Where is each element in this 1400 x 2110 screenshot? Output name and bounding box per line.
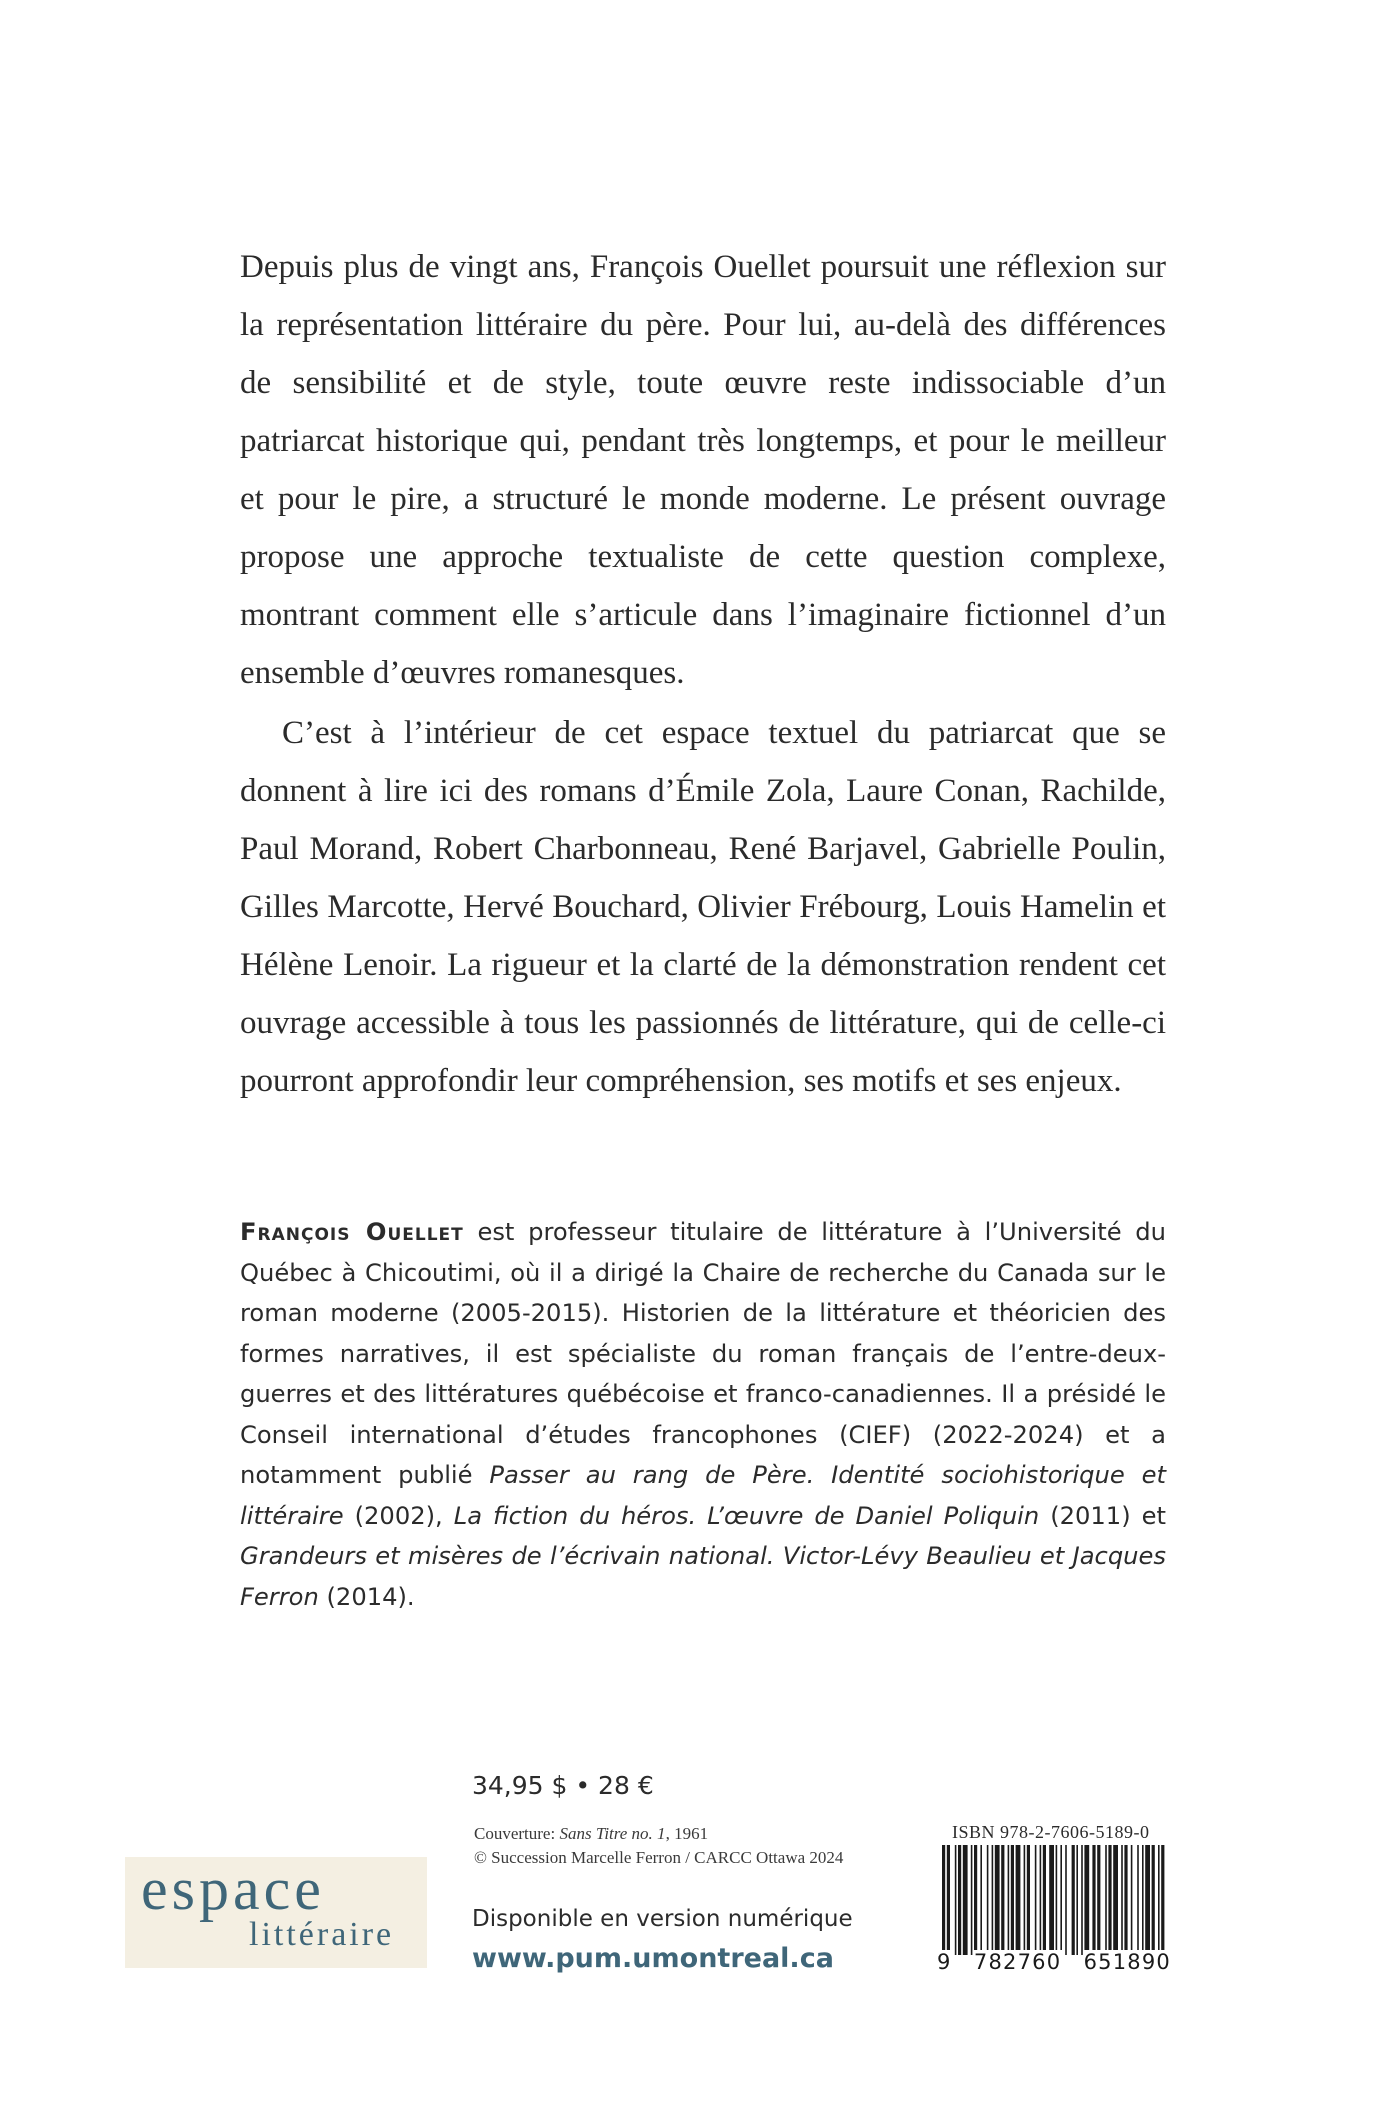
barcode-bar bbox=[1131, 1845, 1133, 1955]
barcode-bar bbox=[1137, 1845, 1139, 1955]
barcode-bar bbox=[1076, 1845, 1078, 1955]
barcode-bar bbox=[1084, 1845, 1089, 1955]
cover-credit bbox=[474, 1822, 843, 1870]
barcode-bar bbox=[1152, 1845, 1155, 1955]
logo-word-espace: espace bbox=[141, 1856, 325, 1922]
barcode-bar bbox=[1035, 1845, 1037, 1955]
barcode-bar bbox=[992, 1845, 994, 1955]
barcode-bar bbox=[1049, 1845, 1054, 1955]
barcode-bar bbox=[1145, 1845, 1150, 1955]
barcode-digit-lead: 9 bbox=[937, 1950, 952, 1974]
barcode-bar bbox=[1121, 1845, 1123, 1955]
blurb-paragraph-1: Depuis plus de vingt ans, François Ouellet poursuit une réflexion sur la représentation littéraire du père. Pour lui, au-delà des différences de sensibilité et de style, toute œuvre reste indissociable d’un patriarcat historique qui, pendant très longtemps, et pour le meilleur et pour le pire, a structuré le monde moderne. Le présent ouvrage propose une approche textualiste de cette question complexe, montrant comment elle s’articule dans l’imaginaire fictionnel d’un ensemble d’œuvres romanesques. bbox=[240, 249, 1166, 691]
digital-availability: Disponible en version numérique bbox=[472, 1906, 853, 1932]
cover-copyright: © Succession Marcelle Ferron / CARCC Ottawa 2024 bbox=[474, 1848, 844, 1867]
barcode-bar bbox=[974, 1845, 977, 1955]
barcode-bar bbox=[1081, 1845, 1083, 1955]
barcode-digits-left: 782760 bbox=[973, 1950, 1062, 1974]
publisher-website-link[interactable]: www.pum.umontreal.ca bbox=[472, 1943, 834, 1974]
bio-book-1: Passer au rang de Père. Identité sociohistorique et littéraire bbox=[240, 1461, 1166, 1530]
barcode-bar bbox=[955, 1845, 957, 1955]
barcode-bar bbox=[1097, 1845, 1100, 1955]
barcode-bar bbox=[1016, 1845, 1021, 1955]
barcode-bar bbox=[1105, 1845, 1107, 1955]
barcode-bar bbox=[995, 1845, 1000, 1955]
barcode-bar bbox=[971, 1845, 973, 1955]
cover-artwork-year: , 1961 bbox=[665, 1824, 709, 1843]
logo-word-litteraire: littéraire bbox=[249, 1916, 395, 1953]
barcode-bar bbox=[1124, 1845, 1127, 1955]
barcode-bar bbox=[1108, 1845, 1111, 1955]
book-blurb bbox=[240, 238, 1166, 1110]
isbn: ISBN 978-2-7606-5189-0 bbox=[952, 1822, 1150, 1842]
barcode-bar bbox=[1158, 1845, 1160, 1955]
barcode-bar bbox=[1142, 1845, 1144, 1955]
barcode-bar bbox=[1001, 1845, 1004, 1955]
blurb-paragraph-2: C’est à l’intérieur de cet espace textuel du patriarcat que se donnent à lire ici des romans d’Émile Zola, Laure Conan, Rachilde, Paul Morand, Robert Charbonneau, René Barjavel, Gabrielle Poulin, Gilles Marcotte, Hervé Bouchard, Olivier Frébourg, Louis Hamelin et Hélène Lenoir. La rigueur et la clarté de la démonstration rendent cet ouvrage accessible à tous les passionnés de littérature, qui de celle-ci pourront approfondir leur compréhension, ses motifs et ses enjeux. bbox=[240, 715, 1166, 1099]
barcode-bar bbox=[1060, 1845, 1062, 1955]
barcode-bar bbox=[1011, 1845, 1014, 1955]
price: 34,95 $ • 28 € bbox=[472, 1771, 654, 1800]
bio-text-3: (2011) et bbox=[1039, 1501, 1166, 1530]
bio-text-2: (2002), bbox=[343, 1501, 454, 1530]
author-name: François Ouellet bbox=[240, 1218, 464, 1246]
barcode-bar bbox=[1056, 1845, 1058, 1955]
bio-text-4: (2014). bbox=[318, 1582, 415, 1611]
barcode-bar bbox=[1043, 1845, 1046, 1955]
barcode-digits bbox=[936, 1950, 1172, 1974]
barcode-bar bbox=[1072, 1845, 1075, 1955]
barcode-bar bbox=[1040, 1845, 1042, 1955]
cover-artwork-title: Sans Titre no. 1 bbox=[559, 1824, 666, 1843]
barcode-bar bbox=[987, 1845, 989, 1955]
barcode-bar bbox=[963, 1845, 968, 1955]
barcode-bar bbox=[1024, 1845, 1026, 1955]
barcode-bar bbox=[958, 1845, 961, 1955]
barcode-bar bbox=[980, 1845, 982, 1955]
barcode-digits-right: 651890 bbox=[1083, 1950, 1171, 1974]
barcode-bar bbox=[1008, 1845, 1010, 1955]
cover-credit-label: Couverture: bbox=[474, 1824, 560, 1843]
collection-logo bbox=[125, 1857, 427, 1968]
bio-book-2: La fiction du héros. L’œuvre de Daniel Poliquin bbox=[453, 1501, 1040, 1530]
author-bio bbox=[240, 1212, 1166, 1617]
barcode-bar bbox=[1065, 1845, 1067, 1955]
author-bio-paragraph bbox=[240, 1212, 1166, 1617]
bio-book-3: Grandeurs et misères de l’écrivain national. Victor-Lévy Beaulieu et Jacques Ferron bbox=[240, 1542, 1166, 1611]
barcode-bar bbox=[1027, 1845, 1030, 1955]
cover-credit-line bbox=[474, 1822, 843, 1846]
barcode-bar bbox=[1113, 1845, 1118, 1955]
barcode-bar bbox=[1161, 1845, 1164, 1955]
bio-text-1: est professeur titulaire de littérature à l’Université du Québec à Chicoutimi, où il a dirigé la Chaire de recherche du Canada sur le roman moderne (2005-2015). Historien de la littérature et théoricien des formes narratives, il est spécialiste du roman français de l’entre-deux-guerres et des littératures québécoise et franco-canadiennes. Il a présidé le Conseil international d’études francophones (CIEF) (2022-2024) et a notamment publié bbox=[240, 1218, 1166, 1489]
